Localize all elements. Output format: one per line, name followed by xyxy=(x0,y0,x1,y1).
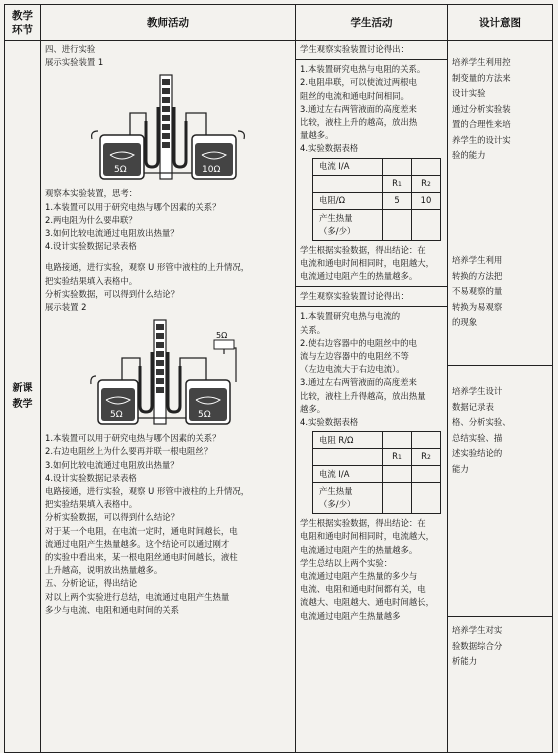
discuss1-line1: 1.本装置研究电热与电阻的关系。 xyxy=(300,64,426,75)
procedure1-line2: 把实验结果填入表格中。 xyxy=(45,275,138,286)
table1-label-heat: 产生热量 （多/少） xyxy=(313,209,383,240)
discuss2-line5: （左边电流大于右边电流）。 xyxy=(300,364,405,375)
apparatus2-illustration xyxy=(88,318,248,430)
result2-line2: 电阻和通电时间相同时，电流越大， xyxy=(300,531,434,542)
conclusion2-line4: 上升越高，说明放出热量越多。 xyxy=(45,565,163,576)
question1-2: 2.两电阻为什么要串联？ xyxy=(45,214,137,225)
apparatus1-title: 展示实验装置 1 xyxy=(45,57,104,68)
summary-line2: 电流、电阻和通电时间都有关，电 xyxy=(300,584,426,595)
data-table-1 xyxy=(312,158,441,241)
result1-line2: 电流和通电时间相同时，电阻越大， xyxy=(300,257,434,268)
question2-3: 3.如何比较电流通过电阻放出热量？ xyxy=(45,459,179,470)
analysis2: 分析实验数据，可以得到什么结论？ xyxy=(45,512,179,523)
summary-line1: 电流通过电阻产生热量的多少与 xyxy=(300,571,418,582)
section5-line1: 对以上两个实验进行总结，电流通过电阻产生热量 xyxy=(45,591,230,602)
question1-1: 1.本装置可以用于研究电热与哪个因素的关系？ xyxy=(45,201,221,212)
question1-4: 4.设计实验数据记录表格 xyxy=(45,241,137,252)
discuss2-line1: 1.本装置研究电热与电流的 xyxy=(300,311,401,322)
data-table-2 xyxy=(312,431,441,514)
header-teacher: 教师活动 xyxy=(41,5,296,41)
apparatus1-left-resistor-label: 5Ω xyxy=(114,165,127,176)
discuss2-line3: 2.使右边容器中的电阻丝中的电 xyxy=(300,337,417,348)
table1-label-resistance: 电阻/Ω xyxy=(313,192,383,209)
table1-col-r1: R1 xyxy=(383,175,412,192)
design-column xyxy=(448,41,553,753)
discuss1-line5: 比较，液柱上升的越高，放出热 xyxy=(300,117,418,128)
procedure2-line1: 电路接通，进行实验，观察 U 形管中液柱的上升情况， xyxy=(45,486,250,497)
discuss2-line6: 3.通过左右两管液面的高度差来 xyxy=(300,377,417,388)
discuss2-line7: 比较，液柱上升得越高，放出热量 xyxy=(300,390,426,401)
question2-2: 2.右边电阻丝上为什么要再并联一根电阻丝？ xyxy=(45,446,213,457)
student-column xyxy=(296,41,448,753)
section5-title: 五、分析论证，得出结论 xyxy=(45,578,138,589)
apparatus2-title: 展示装置 2 xyxy=(45,302,87,313)
design-block-2: 培养学生利用 转换的方法把 不易观察的量 转换为易观察 的现象 xyxy=(452,255,503,327)
table2-title: 4.实验数据表格 xyxy=(300,417,359,428)
question1-3: 3.如何比较电流通过电阻放出热量？ xyxy=(45,228,179,239)
design-block-4: 培养学生对实 验数据综合分 析能力 xyxy=(452,625,503,666)
conclusion2-line1: 对于某一个电阻，在电流一定时，通电时间越长，电 xyxy=(45,525,238,536)
apparatus2-right-resistor-label: 5Ω xyxy=(198,410,211,421)
discuss2-line2: 关系。 xyxy=(300,324,326,335)
question2-1: 1.本装置可以用于研究电热与哪个因素的关系？ xyxy=(45,433,221,444)
apparatus1-right-resistor-label: 10Ω xyxy=(202,165,221,176)
table2-label-heat: 产生热量 （多/少） xyxy=(313,483,383,514)
table1-col-r2: R2 xyxy=(412,175,441,192)
body-row xyxy=(5,41,553,753)
section-title: 四、进行实验 xyxy=(45,44,96,54)
design-block-3: 培养学生设计 数据记录表 格、分析实验、 总结实验、描 述实验结论的 能力 xyxy=(452,386,511,474)
conclusion2-line2: 流通过电阻产生热量越多。这个结论可以通过刚才 xyxy=(45,538,230,549)
discuss2-line4: 流与左边容器中的电阻丝不等 xyxy=(300,351,409,362)
table2-label-current: 电流 I/A xyxy=(313,466,383,483)
design-block-1: 培养学生利用控 制变量的方法来 设计实验 通过分析实验装 置的合理性来培 养学生的设计实 验的能力 xyxy=(452,57,511,160)
section5-line2: 多少与电流、电阻和通电时间的关系 xyxy=(45,604,179,615)
table1-r2-value: 10 xyxy=(412,192,441,209)
discuss2-line8: 越多。 xyxy=(300,403,326,414)
question2-4: 4.设计实验数据记录表格 xyxy=(45,472,137,483)
discuss1-line4: 3.通过左右两管液面的高度差来 xyxy=(300,103,417,114)
summary-line3: 流越大、电阻越大、通电时间越长， xyxy=(300,597,434,608)
header-student: 学生活动 xyxy=(296,5,448,41)
apparatus2-left-resistor-label: 5Ω xyxy=(110,410,123,421)
table1-title: 4.实验数据表格 xyxy=(300,143,359,154)
observe-prompt: 观察本实验装置，思考： xyxy=(45,188,138,199)
header-design: 设计意图 xyxy=(448,5,553,41)
procedure2-line2: 把实验结果填入表格中。 xyxy=(45,499,138,510)
summary-line4: 电流通过电阻产生热量越多 xyxy=(300,610,401,621)
discuss1-line3: 阻丝的电流和通电时间相同。 xyxy=(300,90,409,101)
apparatus2-parallel-resistor-label: 5Ω xyxy=(216,331,228,341)
table2-col-r1: R1 xyxy=(383,449,412,466)
discuss1-line6: 量越多。 xyxy=(300,130,334,141)
table1-label-current: 电流 I/A xyxy=(313,158,383,175)
stage-label: 新课教学 xyxy=(12,382,33,410)
teacher-column xyxy=(41,41,296,753)
lesson-plan-table xyxy=(4,4,553,753)
header-row xyxy=(5,5,553,41)
table2-label-resistance: 电阻 R/Ω xyxy=(313,432,383,449)
result2-line1: 学生根据实验数据，得出结论：在 xyxy=(300,518,426,529)
result1-line3: 电流通过电阻产生的热量越多。 xyxy=(300,271,418,282)
apparatus1-illustration xyxy=(88,73,248,185)
summary-intro: 学生总结以上两个实验： xyxy=(300,557,393,568)
table1-r1-value: 5 xyxy=(383,192,412,209)
conclusion2-line3: 的实验中看出来，某一根电阻丝通电时间越长，液柱 xyxy=(45,552,238,563)
analysis1: 分析实验数据，可以得到什么结论？ xyxy=(45,288,179,299)
discuss1-line2: 2.电阻串联，可以使流过两根电 xyxy=(300,77,417,88)
header-stage: 教学环节 xyxy=(5,5,41,41)
table2-col-r2: R2 xyxy=(412,449,441,466)
result2-line3: 电流通过电阻产生的热量越多。 xyxy=(300,544,418,555)
stage-cell xyxy=(5,41,41,753)
procedure1-line1: 电路接通，进行实验，观察 U 形管中液柱的上升情况， xyxy=(45,262,250,273)
discuss1-intro: 学生观察实验装置讨论得出： xyxy=(300,44,409,54)
result1-line1: 学生根据实验数据，得出结论：在 xyxy=(300,244,426,255)
discuss2-intro: 学生观察实验装置讨论得出： xyxy=(300,291,409,302)
